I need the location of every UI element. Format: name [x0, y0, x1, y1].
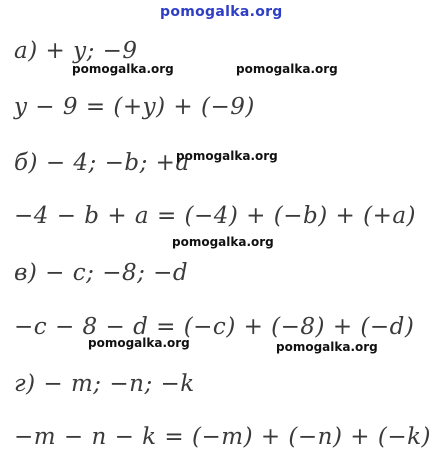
item-v-equation: −c − 8 − d = (−c) + (−8) + (−d)	[14, 314, 415, 340]
watermark: pomogalka.org	[88, 336, 190, 350]
watermark: pomogalka.org	[172, 235, 274, 249]
item-v-terms: в) − c; −8; −d	[14, 260, 189, 286]
item-g-terms: г) − m; −n; −k	[14, 371, 195, 397]
watermark: pomogalka.org	[276, 340, 378, 354]
item-b-equation: −4 − b + a = (−4) + (−b) + (+a)	[14, 203, 417, 229]
item-a-equation: y − 9 = (+y) + (−9)	[14, 94, 255, 120]
watermark: pomogalka.org	[236, 62, 338, 76]
item-g-equation: −m − n − k = (−m) + (−n) + (−k)	[14, 424, 432, 450]
item-b-terms: б) − 4; −b; +a	[14, 150, 190, 176]
item-a-terms: а) + y; −9	[14, 38, 138, 64]
watermark: pomogalka.org	[72, 62, 174, 76]
watermark: pomogalka.org	[176, 149, 278, 163]
watermark-top: pomogalka.org	[160, 4, 283, 20]
